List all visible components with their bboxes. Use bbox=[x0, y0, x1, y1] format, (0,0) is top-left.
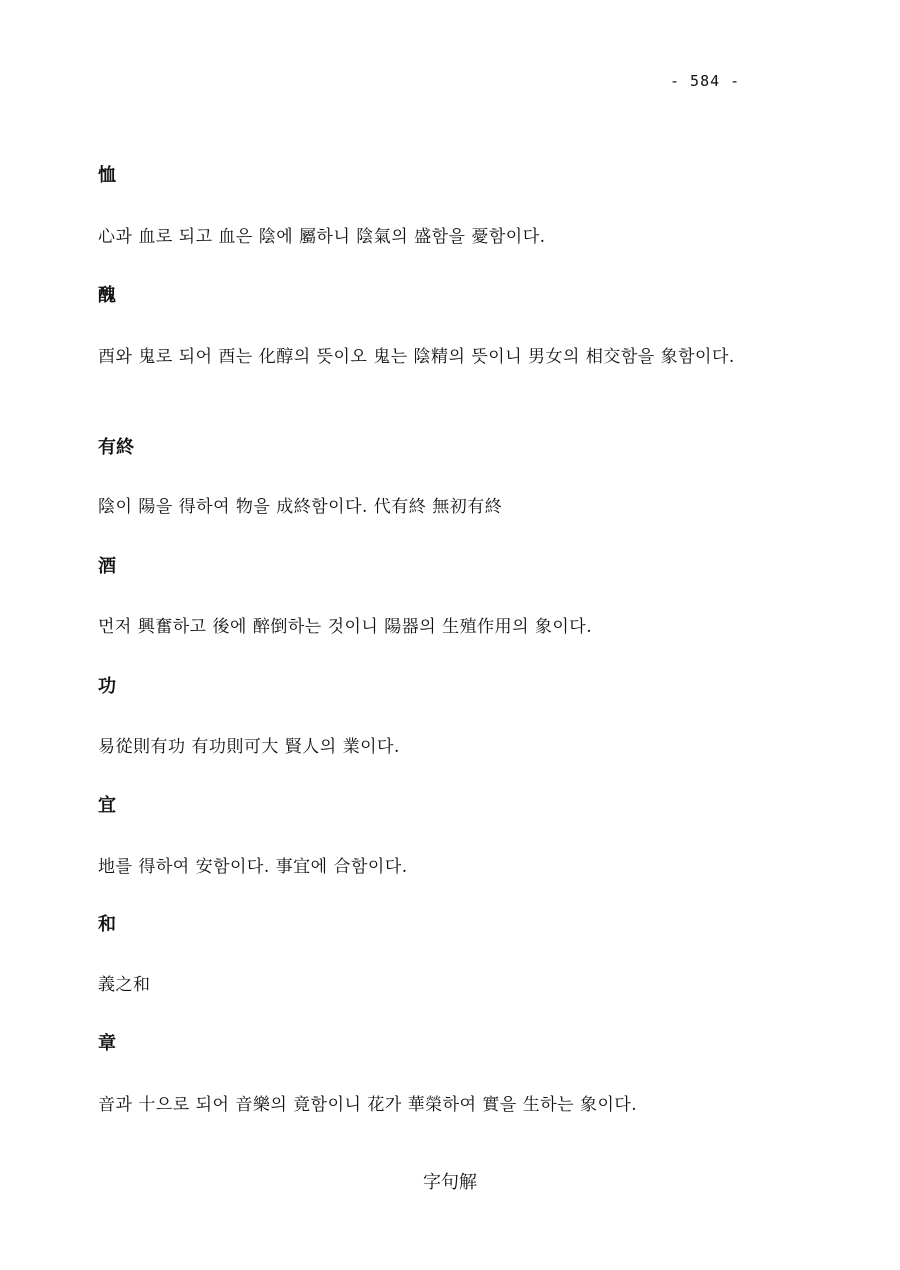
entry-term: 有終 bbox=[98, 437, 134, 458]
entry-text: 陰이 陽을 得하여 物을 成終함이다. 代有終 無初有終 bbox=[98, 497, 503, 517]
entry-text: 酉와 鬼로 되어 酉는 化醇의 뜻이오 鬼는 陰精의 뜻이니 男女의 相交함을 象함이다. bbox=[98, 347, 735, 367]
entry-term: 恤 bbox=[98, 165, 116, 186]
entry-text: 먼저 興奮하고 後에 醉倒하는 것이니 陽器의 生殖作用의 象이다. bbox=[98, 617, 593, 637]
entry-text: 音과 十으로 되어 音樂의 竟함이니 花가 華榮하여 實을 生하는 象이다. bbox=[98, 1095, 638, 1115]
entry-term: 宜 bbox=[98, 795, 116, 816]
entry-text: 心과 血로 되고 血은 陰에 屬하니 陰氣의 盛함을 憂함이다. bbox=[98, 227, 546, 247]
entry-text: 易從則有功 有功則可大 賢人의 業이다. bbox=[98, 737, 400, 757]
entry-term: 和 bbox=[98, 914, 116, 935]
entry-text: 地를 得하여 安함이다. 事宜에 合함이다. bbox=[98, 857, 408, 877]
entry-term: 酒 bbox=[98, 556, 116, 577]
entry-term: 醜 bbox=[98, 285, 116, 306]
page-number: - 584 - bbox=[670, 72, 741, 90]
entry-term: 功 bbox=[98, 676, 116, 697]
page-footer: 字句解 bbox=[423, 1172, 477, 1193]
entry-term: 章 bbox=[98, 1033, 116, 1054]
entry-text: 義之和 bbox=[98, 975, 151, 995]
